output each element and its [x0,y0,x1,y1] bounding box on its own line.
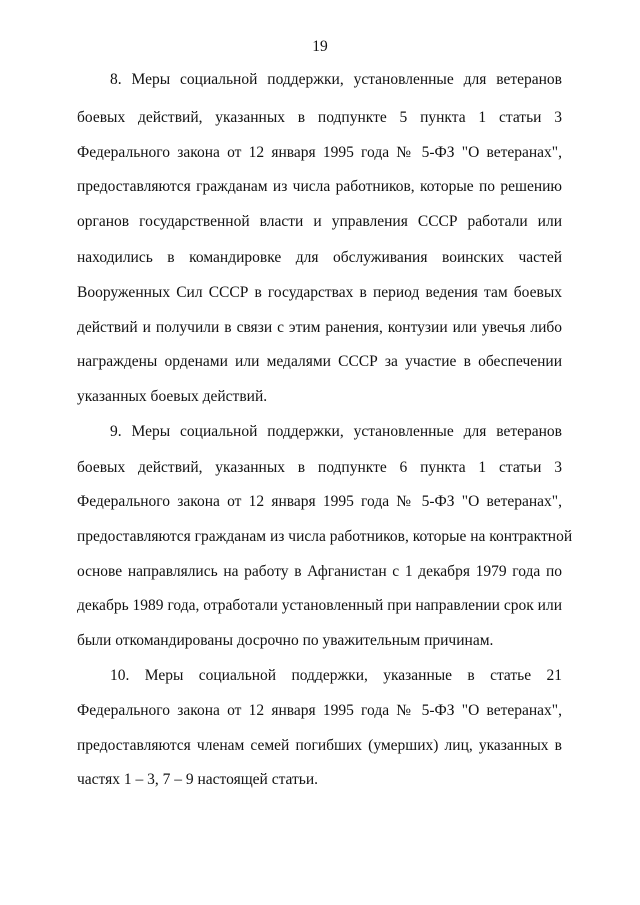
text-line: предоставляются гражданам из числа работников, которые на контрактной [77,528,573,545]
text-line: основе направлялись на работу в Афганистан с 1 декабря 1979 года по [77,563,562,580]
text-line: предоставляются гражданам из числа работников, которые по решению [77,178,562,195]
text-line: 8. Меры социальной поддержки, установленные для ветеранов [110,71,562,88]
text-line: Федерального закона от 12 января 1995 года № 5-ФЗ "О ветеранах", [77,702,562,719]
text-line: находились в командировке для обслуживания воинских частей [77,249,562,266]
text-line: указанных боевых действий. [77,388,268,405]
text-line: органов государственной власти и управления СССР работали или [77,213,562,230]
text-line: частях 1 – 3, 7 – 9 настоящей статьи. [77,771,319,788]
text-line: Федерального закона от 12 января 1995 года № 5-ФЗ "О ветеранах", [77,144,562,161]
text-line: боевых действий, указанных в подпункте 6 пункта 1 статьи 3 [77,459,562,476]
text-line: 10. Меры социальной поддержки, указанные в статье 21 [110,667,562,684]
text-line: декабрь 1989 года, отработали установленный при направлении срок или [77,597,562,614]
text-line: Вооруженных Сил СССР в государствах в период ведения там боевых [77,284,562,301]
text-line: действий и получили в связи с этим ранения, контузии или увечья либо [77,319,562,336]
text-line: были откомандированы досрочно по уважительным причинам. [77,632,494,649]
page-number: 19 [312,38,328,55]
text-line: 9. Меры социальной поддержки, установленные для ветеранов [110,423,562,440]
text-line: Федерального закона от 12 января 1995 года № 5-ФЗ "О ветеранах", [77,493,562,510]
text-line: награждены орденами или медалями СССР за участие в обеспечении [77,353,562,370]
text-line: предоставляются членам семей погибших (умерших) лиц, указанных в [77,737,562,754]
text-line: боевых действий, указанных в подпункте 5 пункта 1 статьи 3 [77,109,562,126]
